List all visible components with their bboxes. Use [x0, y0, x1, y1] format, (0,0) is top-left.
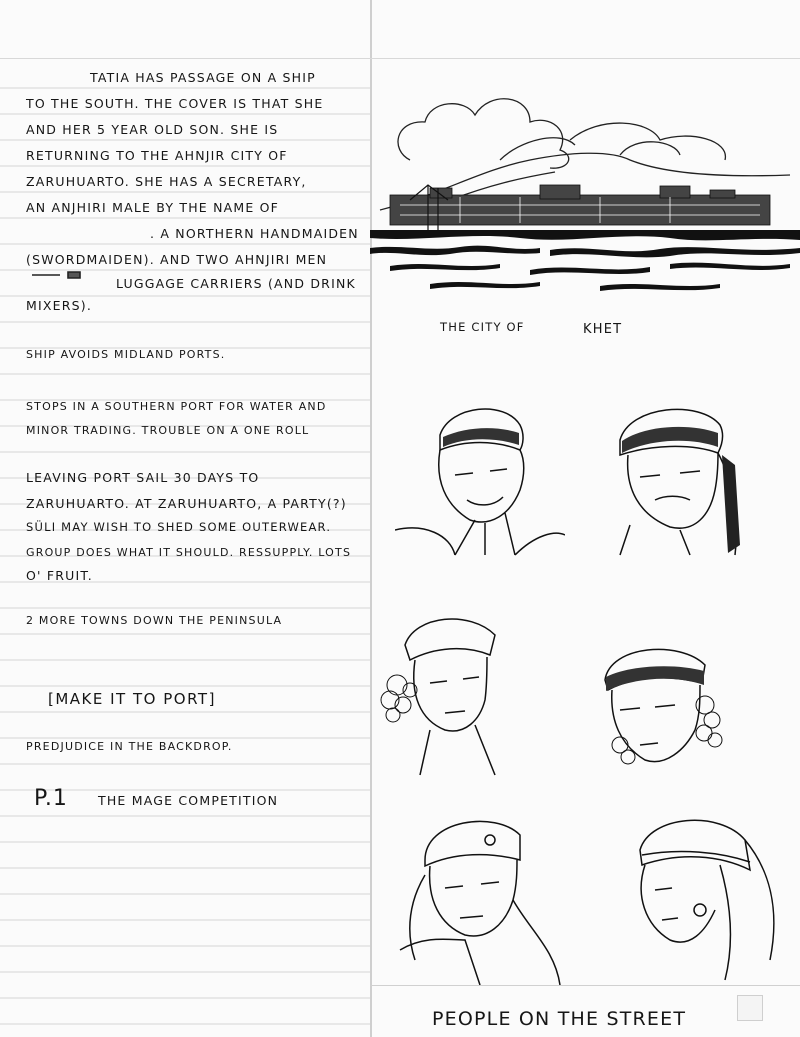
make-it-to-port: [MAKE IT TO PORT]	[48, 690, 216, 708]
note-line-2: TO THE SOUTH. THE COVER IS THAT SHE	[26, 96, 324, 111]
head-sketch-man-smiling	[395, 395, 565, 570]
prejudice-line: PREDJUDICE IN THE BACKDROP.	[26, 740, 233, 753]
leaving-line-3: SÜLI MAY WISH TO SHED SOME OUTERWEAR.	[26, 520, 332, 534]
top-rule	[0, 58, 800, 59]
note-line-7: . A NORTHERN HANDMAIDEN	[150, 226, 359, 241]
ports-line: SHIP AVOIDS MIDLAND PORTS.	[26, 348, 226, 361]
leaving-line-5: O' FRUIT.	[26, 568, 93, 583]
street-caption: PEOPLE ON THE STREET	[432, 1008, 687, 1030]
leaving-line-2: ZARUHUARTO. AT ZARUHUARTO, A PARTY(?)	[26, 496, 347, 511]
head-sketch-hat-man	[395, 800, 565, 985]
note-line-9: LUGGAGE CARRIERS (AND DRINK	[116, 276, 356, 291]
page-one-title: THE MAGE COMPETITION	[98, 793, 279, 808]
stops-line-1: STOPS IN A SOUTHERN PORT FOR WATER AND	[26, 400, 327, 413]
city-harbor-sketch	[370, 60, 800, 300]
note-line-1: TATIA HAS PASSAGE ON A SHIP	[90, 70, 316, 85]
bottom-rule	[370, 985, 800, 986]
towns-line: 2 MORE TOWNS DOWN THE PENINSULA	[26, 614, 283, 627]
head-sketch-woman-headscarf	[620, 810, 790, 985]
head-sketch-man-mustache	[610, 395, 790, 570]
note-line-8: (SWORDMAIDEN). AND TWO AHNJIRI MEN	[26, 252, 328, 267]
note-line-5: ZARUHUARTO. SHE HAS A SECRETARY,	[26, 174, 307, 189]
city-name-caption: KHET	[583, 322, 623, 337]
note-line-10: MIXERS).	[26, 298, 93, 313]
page-one-label: P.1	[34, 786, 68, 811]
stops-line-2: MINOR TRADING. TROUBLE ON A ONE ROLL	[26, 424, 310, 437]
corner-box	[737, 995, 763, 1021]
city-caption: THE CITY OF	[440, 320, 525, 334]
leaving-line-4: GROUP DOES WHAT IT SHOULD. RESSUPPLY. LOTS	[26, 546, 352, 559]
note-line-4: RETURNING TO THE AHNJIR CITY OF	[26, 148, 288, 163]
leaving-line-1: LEAVING PORT SAIL 30 DAYS TO	[26, 470, 260, 485]
note-line-6: AN ANJHIRI MALE BY THE NAME OF	[26, 200, 280, 215]
head-sketch-young-woman	[600, 635, 730, 785]
note-line-3: AND HER 5 YEAR OLD SON. SHE IS	[26, 122, 279, 137]
head-sketch-old-woman	[375, 605, 515, 780]
strikethrough-scribble	[28, 266, 98, 284]
